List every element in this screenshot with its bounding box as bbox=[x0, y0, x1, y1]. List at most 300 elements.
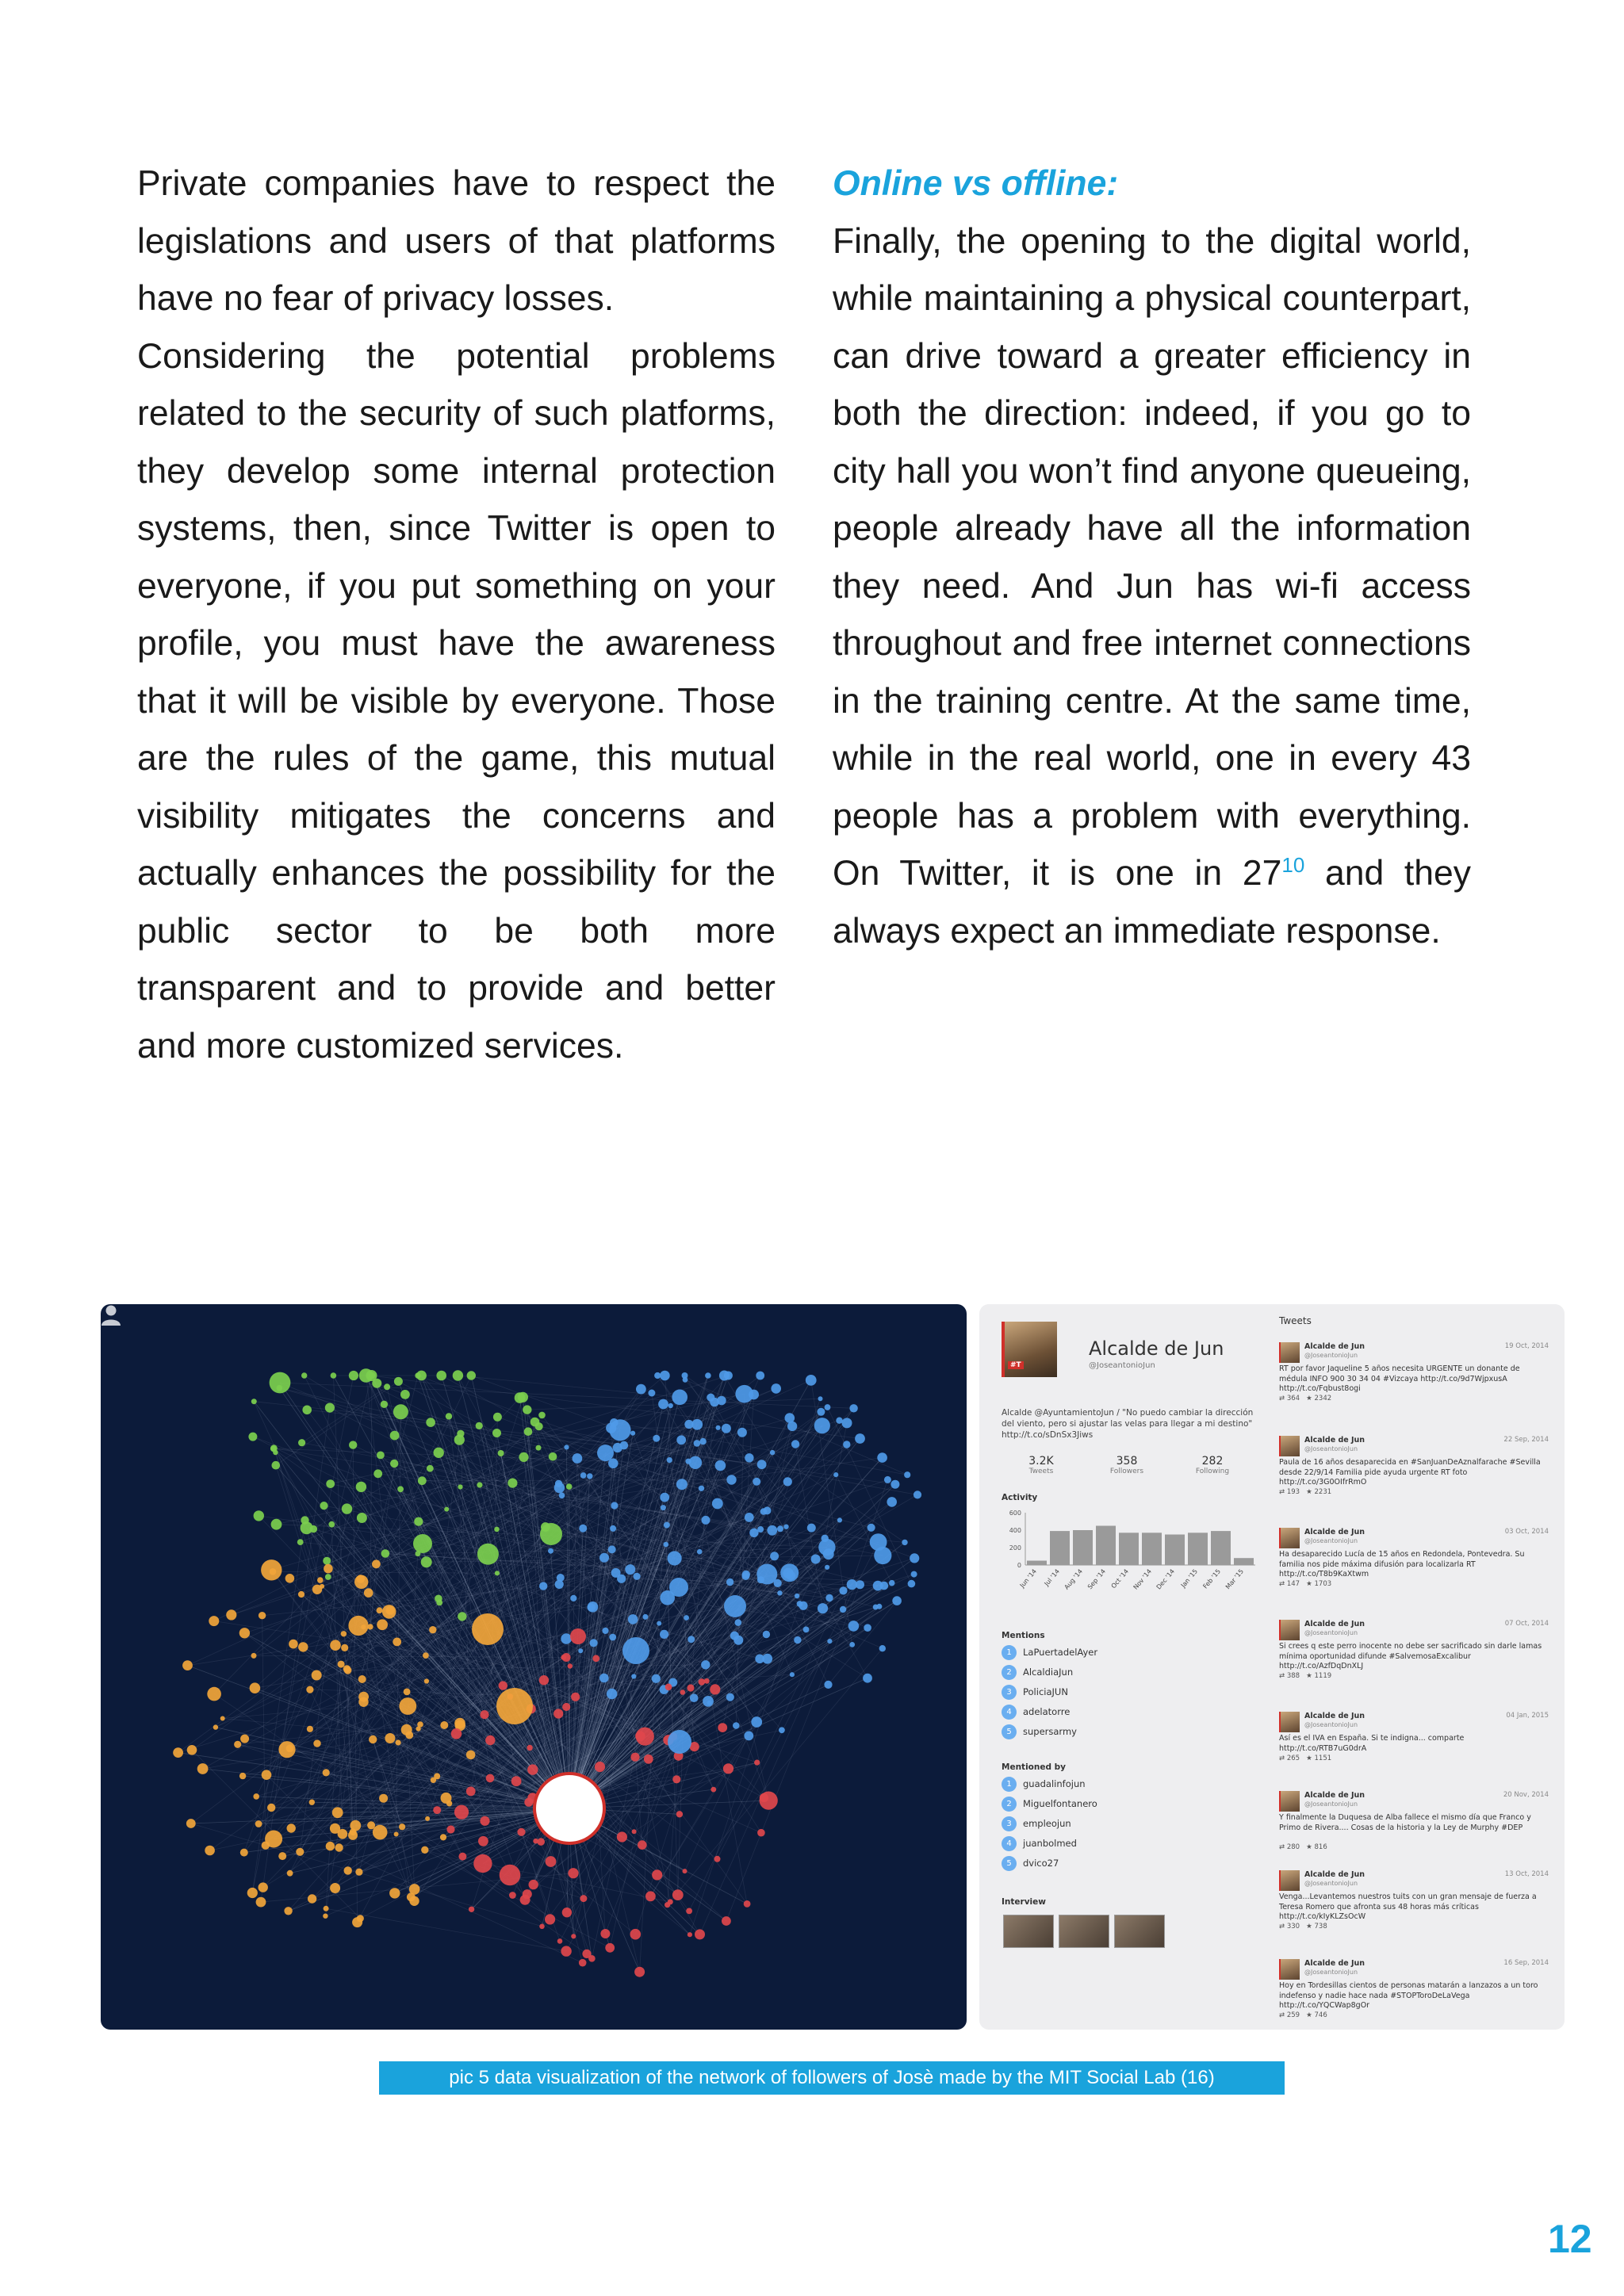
network-node bbox=[301, 1521, 313, 1534]
network-node bbox=[355, 1869, 362, 1876]
network-node bbox=[726, 1578, 733, 1586]
interview-thumbnail[interactable] bbox=[1114, 1915, 1165, 1948]
network-node bbox=[301, 1372, 307, 1378]
tweet-stats bbox=[1279, 1755, 1331, 1762]
stat-following bbox=[1181, 1455, 1244, 1475]
network-node bbox=[262, 1842, 270, 1850]
network-node bbox=[480, 1816, 489, 1826]
network-node bbox=[644, 1755, 653, 1764]
stat-label: Tweets bbox=[1028, 1468, 1054, 1475]
network-node bbox=[636, 1384, 646, 1395]
network-node bbox=[444, 1507, 449, 1512]
network-node bbox=[579, 1525, 587, 1533]
network-node bbox=[477, 1482, 482, 1487]
network-node bbox=[338, 1661, 345, 1668]
right-text-column bbox=[833, 155, 1471, 960]
network-node bbox=[870, 1533, 887, 1551]
network-node bbox=[779, 1727, 785, 1733]
network-node bbox=[568, 1663, 573, 1668]
network-node bbox=[777, 1525, 783, 1532]
mentioned-by-title: Mentioned by bbox=[1002, 1762, 1067, 1772]
retweet-icon[interactable]: ⇄ bbox=[1279, 1755, 1285, 1762]
network-node bbox=[381, 1401, 388, 1408]
interview-thumbnail[interactable] bbox=[1003, 1915, 1054, 1948]
network-node bbox=[377, 1607, 383, 1613]
network-node bbox=[254, 1510, 264, 1521]
network-node bbox=[393, 1404, 408, 1419]
network-node bbox=[404, 1689, 411, 1696]
network-node bbox=[735, 1619, 742, 1626]
rank-badge: 5 bbox=[1002, 1856, 1017, 1871]
network-node bbox=[473, 1854, 492, 1873]
network-node bbox=[722, 1424, 731, 1433]
network-node bbox=[499, 1681, 508, 1689]
network-node bbox=[344, 1866, 352, 1874]
network-node bbox=[676, 1435, 686, 1445]
network-node bbox=[571, 1693, 580, 1701]
network-node bbox=[250, 1682, 261, 1693]
network-node bbox=[836, 1418, 842, 1424]
network-node bbox=[911, 1571, 917, 1578]
network-node bbox=[587, 1473, 592, 1479]
twitter-profile-panel bbox=[979, 1304, 1565, 2030]
network-node bbox=[744, 1900, 751, 1908]
network-node bbox=[611, 1502, 618, 1509]
network-node bbox=[599, 1553, 609, 1563]
tweet-handle: @JoseantonioJun bbox=[1304, 1445, 1358, 1452]
tweet-stats bbox=[1279, 1488, 1331, 1496]
network-node bbox=[760, 1793, 768, 1802]
network-node bbox=[686, 1908, 692, 1915]
network-node bbox=[426, 1418, 435, 1427]
network-node bbox=[790, 1672, 795, 1677]
network-node bbox=[632, 1829, 637, 1834]
retweet-count: 330 bbox=[1286, 1923, 1300, 1931]
network-node bbox=[373, 1469, 382, 1478]
network-node bbox=[757, 1526, 764, 1533]
network-node bbox=[298, 1439, 305, 1446]
avatar-tag: #T bbox=[1008, 1361, 1024, 1369]
rank-badge: 1 bbox=[1002, 1777, 1017, 1792]
tweet-text: Así es el IVA en España. Si te indigna... comparte http://t.co/RTB7uG0drA bbox=[1279, 1734, 1465, 1753]
network-node bbox=[891, 1480, 899, 1489]
network-node bbox=[570, 1595, 576, 1601]
network-node bbox=[297, 1539, 304, 1545]
network-node bbox=[771, 1383, 781, 1394]
network-node bbox=[494, 1527, 500, 1533]
network-node bbox=[825, 1594, 833, 1601]
network-node bbox=[664, 1542, 669, 1548]
network-node bbox=[602, 1628, 608, 1634]
network-node bbox=[757, 1576, 764, 1583]
network-node bbox=[668, 1899, 673, 1904]
rank-badge: 4 bbox=[1002, 1836, 1017, 1851]
network-node bbox=[332, 1807, 343, 1818]
network-node bbox=[431, 1777, 436, 1783]
network-node bbox=[687, 1684, 694, 1691]
network-node bbox=[695, 1929, 705, 1939]
network-node bbox=[599, 1674, 609, 1683]
network-node bbox=[326, 1842, 335, 1850]
network-node bbox=[209, 1616, 219, 1626]
list-item[interactable] bbox=[1002, 1645, 1097, 1663]
network-node bbox=[434, 1448, 444, 1458]
favorite-count: 2231 bbox=[1314, 1488, 1332, 1496]
favorite-icon[interactable]: ★ bbox=[1306, 1755, 1312, 1762]
tweets-title: Tweets bbox=[1279, 1315, 1312, 1326]
retweet-count: 147 bbox=[1286, 1580, 1300, 1588]
network-node bbox=[839, 1586, 847, 1594]
retweet-icon[interactable]: ⇄ bbox=[1279, 1672, 1285, 1680]
tweet-author: Alcalde de Jun bbox=[1304, 1620, 1365, 1628]
network-node bbox=[307, 1726, 313, 1732]
favorite-icon[interactable]: ★ bbox=[1306, 1672, 1312, 1680]
network-node bbox=[660, 1493, 669, 1502]
network-node bbox=[833, 1472, 838, 1477]
network-node bbox=[566, 1483, 573, 1490]
network-node bbox=[454, 1805, 469, 1820]
tweet-date: 04 Jan, 2015 bbox=[1506, 1712, 1549, 1720]
network-node bbox=[763, 1631, 770, 1638]
retweet-icon[interactable]: ⇄ bbox=[1279, 1923, 1285, 1931]
retweet-icon[interactable]: ⇄ bbox=[1279, 1395, 1285, 1402]
network-node bbox=[357, 1513, 367, 1523]
network-node bbox=[818, 1396, 823, 1401]
network-node bbox=[609, 1634, 616, 1641]
network-node bbox=[435, 1595, 442, 1603]
network-node bbox=[298, 1591, 304, 1598]
network-node bbox=[660, 1630, 668, 1639]
favorite-icon[interactable]: ★ bbox=[1306, 1580, 1312, 1588]
network-node bbox=[723, 1763, 733, 1774]
network-node bbox=[668, 1551, 682, 1565]
profile-bio: Alcalde @AyuntamientoJun / "No puedo cambiar la dirección del viento, pero si ajustar las velas para llegar a mi destino" http://t.co/sDnSx3Jiws bbox=[1002, 1408, 1254, 1440]
network-node bbox=[248, 1433, 257, 1441]
network-node bbox=[837, 1517, 842, 1522]
network-node bbox=[309, 1800, 315, 1805]
activity-bar bbox=[1096, 1526, 1116, 1566]
mentions-title: Mentions bbox=[1002, 1631, 1045, 1640]
network-node bbox=[908, 1580, 916, 1588]
network-node bbox=[582, 1950, 591, 1958]
network-node bbox=[527, 1745, 532, 1751]
network-node bbox=[308, 1894, 316, 1903]
activity-bar bbox=[1027, 1561, 1047, 1566]
network-node bbox=[668, 1730, 691, 1754]
network-node bbox=[669, 1578, 688, 1597]
network-node bbox=[719, 1371, 730, 1381]
network-node bbox=[495, 1571, 500, 1575]
network-node bbox=[578, 1648, 583, 1653]
network-node bbox=[508, 1479, 517, 1488]
network-node bbox=[330, 1640, 341, 1651]
network-node bbox=[642, 1614, 648, 1620]
network-node bbox=[364, 1588, 373, 1598]
list-item-label: dvico27 bbox=[1023, 1858, 1059, 1869]
network-node bbox=[777, 1590, 782, 1595]
network-node bbox=[726, 1475, 736, 1484]
network-node bbox=[306, 1686, 313, 1693]
network-node bbox=[664, 1522, 670, 1529]
network-node bbox=[197, 1763, 209, 1774]
retweet-icon[interactable]: ⇄ bbox=[1279, 1488, 1285, 1496]
network-node bbox=[645, 1891, 656, 1901]
network-node bbox=[710, 1684, 720, 1694]
network-node bbox=[429, 1626, 436, 1633]
network-node bbox=[580, 1895, 587, 1902]
list-item[interactable] bbox=[1002, 1685, 1068, 1702]
network-node bbox=[271, 1519, 282, 1530]
list-item[interactable] bbox=[1002, 1777, 1086, 1794]
rank-badge: 2 bbox=[1002, 1797, 1017, 1812]
network-node bbox=[330, 1883, 340, 1893]
avatar bbox=[1002, 1322, 1057, 1377]
paragraph-security: Considering the potential problems related to the security of such platforms, they develop some internal protection systems, then, since Twitter is open to everyone, if you put something on your profile, you must have the awareness that it will be visible by everyone. Those are the rules of the game, this mutual visibility mitigates the concerns and actually enhances the possibility for the public sector to be both more transparent and to provide and better and more customized services. bbox=[137, 336, 776, 1066]
list-item[interactable] bbox=[1002, 1836, 1077, 1854]
network-node bbox=[652, 1674, 661, 1683]
network-node bbox=[349, 1371, 358, 1380]
network-node bbox=[220, 1716, 225, 1721]
network-node bbox=[904, 1471, 910, 1478]
favorite-count: 746 bbox=[1314, 2011, 1327, 2019]
network-graph bbox=[101, 1304, 967, 2030]
network-node bbox=[409, 1884, 420, 1895]
network-node bbox=[849, 1642, 855, 1647]
favorite-icon[interactable]: ★ bbox=[1306, 1488, 1312, 1496]
network-node bbox=[657, 1621, 661, 1626]
network-node bbox=[537, 1838, 545, 1846]
network-node bbox=[393, 1638, 401, 1647]
network-node bbox=[737, 1428, 747, 1437]
network-node bbox=[683, 1869, 688, 1873]
network-node bbox=[335, 1843, 343, 1851]
network-node bbox=[699, 1438, 706, 1445]
network-node bbox=[312, 1670, 322, 1681]
list-item[interactable] bbox=[1002, 1856, 1059, 1873]
network-node bbox=[278, 1852, 286, 1860]
list-item[interactable] bbox=[1002, 1724, 1077, 1742]
network-node bbox=[580, 1472, 587, 1479]
network-node bbox=[424, 1678, 429, 1683]
network-node bbox=[389, 1888, 400, 1898]
network-node bbox=[654, 1372, 661, 1379]
network-node bbox=[399, 1697, 416, 1715]
network-node bbox=[817, 1408, 825, 1416]
network-node bbox=[770, 1450, 775, 1455]
network-node bbox=[418, 1476, 427, 1485]
network-node bbox=[756, 1372, 764, 1380]
section-heading: Online vs offline: bbox=[833, 164, 1119, 203]
network-node bbox=[590, 1639, 598, 1647]
network-node bbox=[672, 1390, 688, 1406]
list-item[interactable] bbox=[1002, 1705, 1070, 1722]
tweet-handle: @JoseantonioJun bbox=[1304, 1969, 1358, 1976]
activity-title: Activity bbox=[1002, 1493, 1038, 1502]
network-node bbox=[476, 1422, 483, 1429]
network-node bbox=[579, 1959, 587, 1967]
network-node bbox=[688, 1932, 692, 1937]
network-node bbox=[486, 1774, 495, 1783]
network-node bbox=[253, 1793, 259, 1800]
network-node bbox=[524, 1427, 533, 1436]
interview-title: Interview bbox=[1002, 1897, 1046, 1907]
tweet-avatar bbox=[1279, 1712, 1300, 1732]
network-node bbox=[485, 1735, 495, 1745]
network-node bbox=[350, 1820, 361, 1831]
network-node bbox=[519, 1452, 528, 1462]
tweet-avatar bbox=[1279, 1870, 1300, 1891]
network-node bbox=[357, 1915, 364, 1922]
favorite-icon[interactable]: ★ bbox=[1306, 1843, 1312, 1851]
network-node bbox=[270, 1568, 277, 1575]
network-node bbox=[325, 1574, 331, 1580]
network-node bbox=[377, 1452, 385, 1460]
list-item[interactable] bbox=[1002, 1816, 1071, 1834]
network-node bbox=[372, 1559, 381, 1568]
network-node bbox=[688, 1636, 695, 1643]
network-node bbox=[467, 1371, 476, 1380]
network-node bbox=[757, 1829, 765, 1837]
retweet-icon[interactable]: ⇄ bbox=[1279, 1843, 1285, 1851]
network-node bbox=[638, 1840, 647, 1850]
network-node bbox=[256, 1897, 266, 1908]
network-node bbox=[478, 1836, 488, 1846]
network-node bbox=[529, 1880, 538, 1889]
network-node bbox=[259, 1612, 266, 1619]
network-node bbox=[527, 1764, 538, 1774]
network-node bbox=[313, 1739, 320, 1747]
network-node bbox=[570, 1628, 586, 1644]
x-tick-label: Dec '14 bbox=[1155, 1567, 1177, 1591]
network-node bbox=[440, 1834, 446, 1840]
stat-value: 358 bbox=[1116, 1455, 1138, 1468]
stat-label: Following bbox=[1195, 1468, 1230, 1475]
rank-badge: 4 bbox=[1002, 1705, 1017, 1720]
retweet-icon[interactable]: ⇄ bbox=[1279, 1580, 1285, 1588]
network-node bbox=[496, 1688, 533, 1724]
network-node bbox=[803, 1627, 810, 1633]
network-node bbox=[523, 1405, 531, 1414]
network-node bbox=[722, 1916, 731, 1926]
network-node bbox=[342, 1503, 352, 1513]
network-node bbox=[744, 1732, 753, 1741]
favorite-icon[interactable]: ★ bbox=[1306, 1923, 1312, 1931]
tweet-text: Si crees q este perro inocente no debe ser sacrificado sin darle lamas mínima oportunidad difunde #SalvemosaExcalibur http://t.co/AzfDqDnXLJ bbox=[1279, 1642, 1542, 1670]
network-node bbox=[287, 1823, 296, 1832]
favorite-icon[interactable]: ★ bbox=[1306, 1395, 1312, 1402]
network-node bbox=[259, 1882, 268, 1892]
paragraph-text-end: and they always expect an immediate response. bbox=[833, 854, 1471, 951]
network-node bbox=[668, 1403, 673, 1408]
network-node bbox=[658, 1399, 668, 1410]
activity-bar bbox=[1211, 1531, 1231, 1565]
hub-node[interactable] bbox=[534, 1774, 604, 1843]
network-node bbox=[207, 1687, 221, 1701]
network-node bbox=[757, 1460, 767, 1469]
network-node bbox=[414, 1517, 423, 1526]
network-node bbox=[609, 1419, 630, 1441]
tweet-author: Alcalde de Jun bbox=[1304, 1342, 1365, 1351]
network-node bbox=[369, 1735, 377, 1743]
network-node bbox=[630, 1929, 642, 1940]
network-node bbox=[466, 1787, 476, 1797]
network-node bbox=[472, 1613, 504, 1645]
tweet-text: Ha desaparecido Lucía de 15 años en Redondela, Pontevedra. Su familia nos pide máxima difusión para localizarla RT http://t.co/T8b9KaXtwm bbox=[1279, 1550, 1525, 1578]
network-node bbox=[397, 1486, 404, 1492]
activity-chart bbox=[1002, 1506, 1263, 1593]
interview-thumbnail[interactable] bbox=[1059, 1915, 1109, 1948]
user-icon[interactable] bbox=[101, 1304, 121, 1326]
network-node bbox=[561, 1633, 572, 1644]
network-node bbox=[864, 1624, 871, 1632]
favorite-icon[interactable]: ★ bbox=[1306, 2011, 1312, 2019]
network-node bbox=[741, 1572, 749, 1580]
network-node bbox=[394, 1377, 403, 1386]
network-node bbox=[767, 1525, 777, 1536]
list-item[interactable] bbox=[1002, 1797, 1097, 1814]
network-node bbox=[608, 1545, 616, 1553]
network-node bbox=[323, 1914, 327, 1919]
footnote-ref[interactable]: 10 bbox=[1281, 853, 1305, 878]
network-node bbox=[636, 1728, 654, 1746]
stat-tweets bbox=[1009, 1455, 1073, 1475]
network-node bbox=[239, 1773, 246, 1779]
left-text-column bbox=[137, 155, 776, 1075]
network-node bbox=[847, 1579, 857, 1590]
retweet-icon[interactable]: ⇄ bbox=[1279, 2011, 1285, 2019]
network-node bbox=[399, 1823, 405, 1830]
network-node bbox=[240, 1735, 249, 1743]
rank-badge: 2 bbox=[1002, 1665, 1017, 1680]
network-node bbox=[863, 1674, 872, 1683]
tweet-text: Y finalmente la Duquesa de Alba fallece el mismo día que Franco y Primo de Rivera.... Cosas de la historia y la Ley de Murphy #DEP bbox=[1279, 1813, 1531, 1832]
network-node bbox=[272, 1461, 281, 1470]
favorite-count: 2342 bbox=[1314, 1395, 1332, 1402]
tweet-author: Alcalde de Jun bbox=[1304, 1712, 1365, 1720]
network-node bbox=[592, 1655, 599, 1662]
x-tick-label: Jul '14 bbox=[1043, 1567, 1062, 1588]
tweet-avatar bbox=[1279, 1791, 1300, 1812]
network-node bbox=[818, 1603, 828, 1613]
network-node bbox=[699, 1678, 706, 1686]
network-node bbox=[653, 1435, 660, 1442]
network-node bbox=[348, 1831, 358, 1840]
network-node bbox=[298, 1642, 308, 1651]
network-node bbox=[716, 1425, 721, 1430]
network-node bbox=[509, 1892, 516, 1899]
network-node bbox=[285, 1574, 295, 1583]
list-item[interactable] bbox=[1002, 1665, 1073, 1682]
network-node bbox=[702, 1516, 710, 1525]
network-node bbox=[715, 1460, 726, 1471]
network-node bbox=[545, 1914, 555, 1924]
network-node bbox=[247, 1888, 258, 1898]
retweet-count: 265 bbox=[1286, 1755, 1300, 1762]
page-number: 12 bbox=[1548, 2217, 1592, 2261]
network-node bbox=[539, 1675, 549, 1685]
network-node bbox=[733, 1722, 740, 1729]
network-node bbox=[446, 1413, 452, 1419]
network-node bbox=[568, 1868, 578, 1878]
network-node bbox=[302, 1406, 312, 1415]
retweet-count: 280 bbox=[1286, 1843, 1300, 1851]
network-node bbox=[451, 1728, 462, 1739]
network-node bbox=[453, 1370, 463, 1380]
network-node bbox=[436, 1371, 446, 1381]
network-node bbox=[416, 1371, 427, 1381]
network-node bbox=[366, 1370, 377, 1381]
network-node bbox=[749, 1529, 758, 1537]
